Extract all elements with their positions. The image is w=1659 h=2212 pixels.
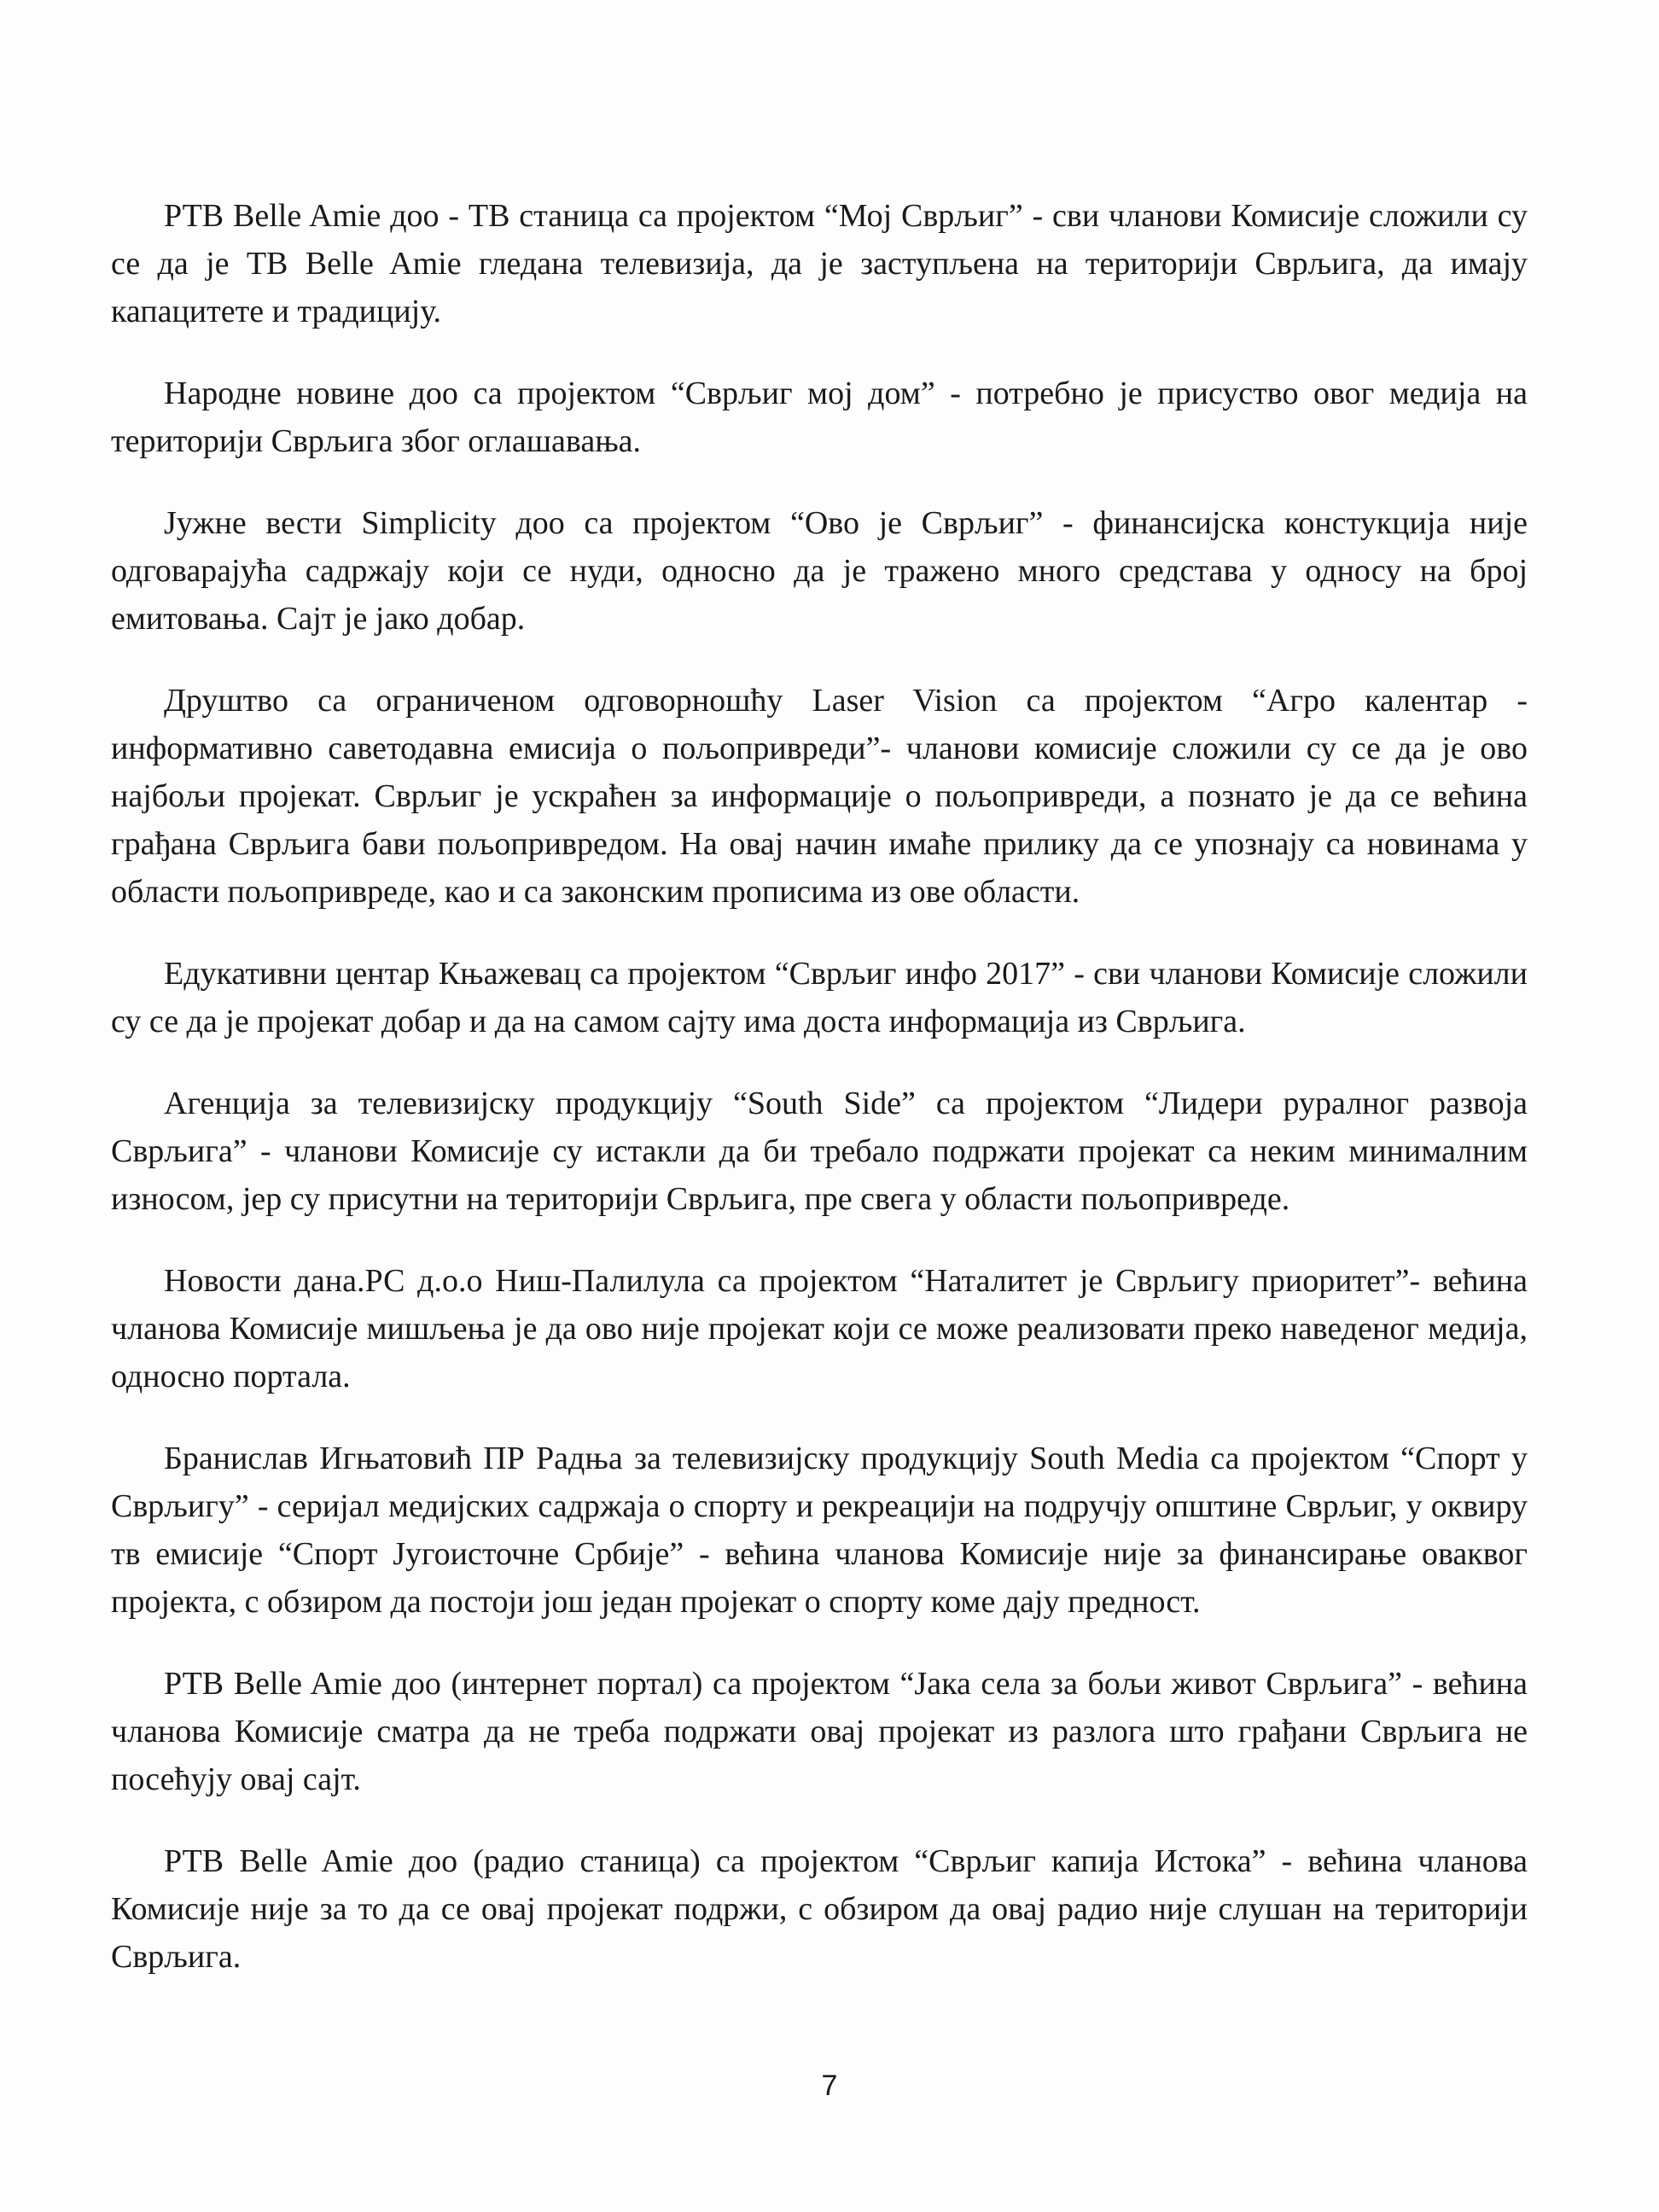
paragraph-south-media: Бранислав Игњатовић ПР Радња за телевизијску продукцију South Media са пројектом “Спорт у Сврљигу” - серијал медијских садржаја о спорту и рекреацији на подручју општине Сврљиг, у оквиру тв емисије “Спорт Југоисточне Србије” - већина чланова Комисије није за финансирање оваквог пројекта, с обзиром да постоји још један пројекат о спорту коме дају предност. (111, 1441, 1528, 1620)
paragraph-edukativni-centar: Едукативни центар Књажевац са пројектом “Сврљиг инфо 2017” - сви чланови Комисије сложили су се да је пројекат добар и да на самом сајту има доста информација из Сврљига. (111, 956, 1528, 1039)
paragraph-juzne-vesti: Јужне вести Simplicity доо са пројектом “Ово је Сврљиг” - финансијска констукција није одговарајућа садржају који се нуди, односно да је тражено много средстава у односу на број емитовања. Сајт је јако добар. (111, 505, 1528, 637)
paragraph-south-side: Агенција за телевизијску продукцију “South Side” са пројектом “Лидери руралног развоја Сврљига” - чланови Комисије су истакли да би требало подржати пројекат са неким минималним износом, јер су присутни на територији Сврљига, пре свега у области пољопривреде. (111, 1086, 1528, 1217)
paragraph-novosti-dana: Новости дана.РС д.о.о Ниш-Палилула са пројектом “Наталитет је Сврљигу приоритет”- већина чланова Комисије мишљења је да ово није пројекат који се може реализовати преко наведеног медија, односно портала. (111, 1263, 1528, 1394)
paragraph-rtv-belle-amie-tv: РТВ Belle Amie доо - ТВ станица са пројектом “Мој Сврљиг” - сви чланови Комисије сложили су се да је ТВ Belle Amie гледана телевизија, да је заступљена на територији Сврљига, да имају капацитете и традицију. (111, 198, 1528, 329)
paragraph-laser-vision: Друштво са ограниченом одговорношћу Laser Vision са пројектом “Агро калентар - информативно саветодавна емисија о пољопривреди”- чланови комисије сложили су се да је ово најбољи пројекат. Сврљиг је ускраћен за информације о пољопривреди, а познато је да се већина грађана Сврљига бави пољопривредом. На овај начин имаће прилику да се упознају са новинама у области пољопривреде, као и са законским прописима из ове области. (111, 683, 1528, 910)
paragraph-rtv-belle-amie-radio: РТВ Belle Amie доо (радио станица) са пројектом “Сврљиг капија Истока” - већина чланова Комисије није за то да се овај пројекат подржи, с обзиром да овај радио није слушан на територији Сврљига. (111, 1843, 1528, 1975)
page-number: 7 (821, 2069, 838, 2102)
paragraph-rtv-belle-amie-portal: РТВ Belle Amie доо (интернет портал) са пројектом “Јака села за бољи живот Сврљига” - већина чланова Комисије сматра да не треба подржати овај пројекат из разлога што грађани Сврљига не посећују овај сајт. (111, 1666, 1528, 1797)
paragraph-narodne-novine: Народне новине доо са пројектом “Сврљиг мој дом” - потребно је присуство овог медија на територији Сврљига због оглашавања. (111, 375, 1528, 459)
document-body (111, 192, 1528, 2015)
